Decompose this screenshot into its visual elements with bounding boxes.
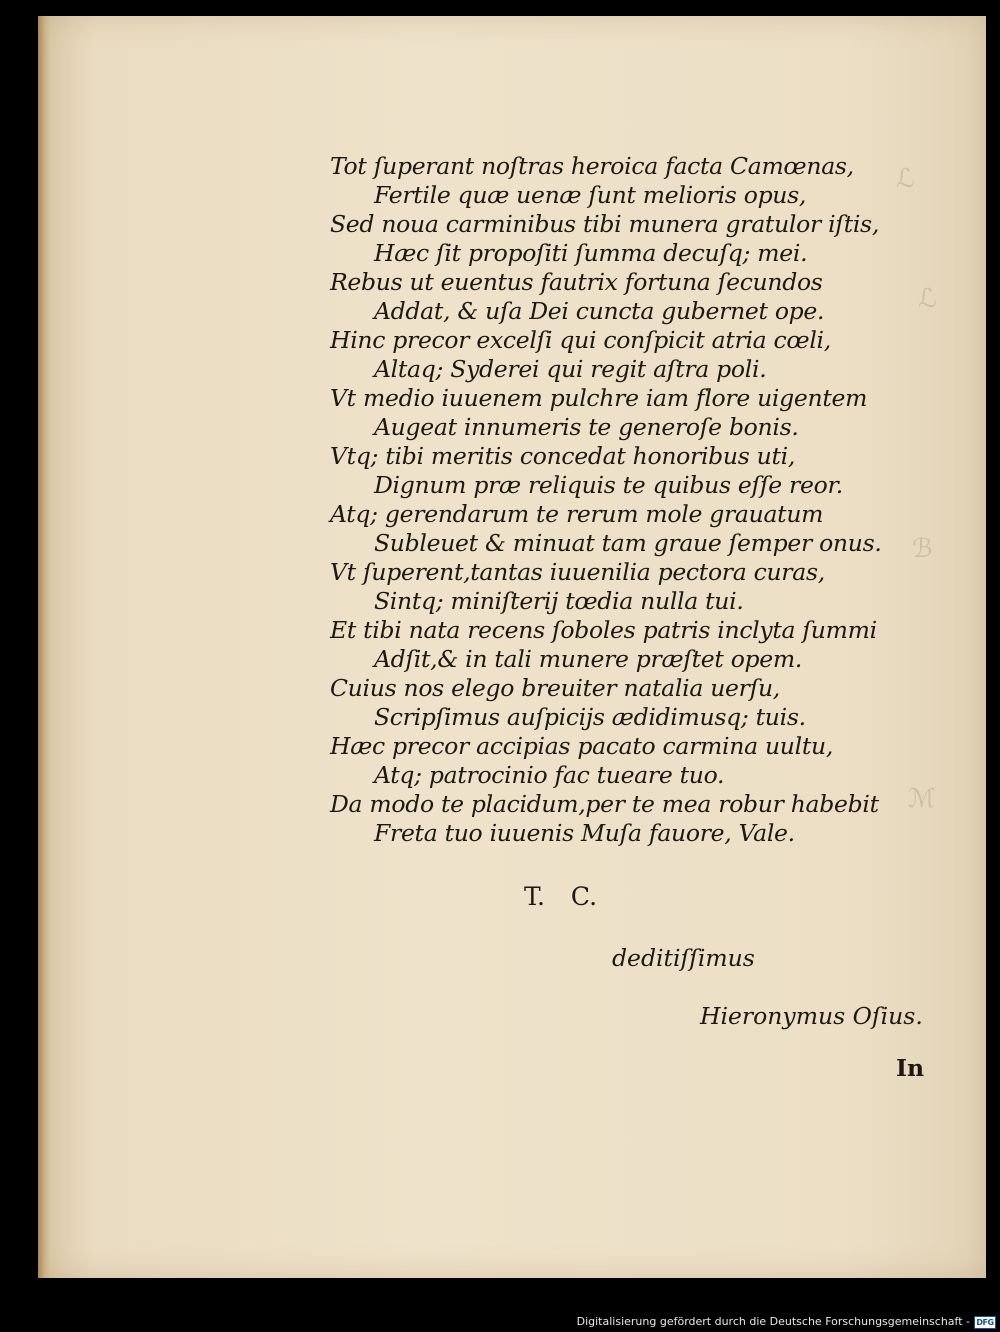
verse-line: Hæc precor accipias pacato carmina uultu, [330, 732, 834, 760]
verse-line: Sintq; miniſterij tœdia nulla tui. [374, 587, 744, 615]
verse-line: Fertile quæ uenæ ſunt melioris opus, [374, 181, 807, 209]
show-through-mark: ℳ [908, 784, 936, 814]
digitization-credit: Digitalisierung gefördert durch die Deutsche Forschungsgemeinschaft - [576, 1315, 970, 1328]
verse-line: Vtq; tibi meritis concedat honoribus uti, [330, 442, 796, 470]
verse-line: Vt medio iuuenem pulchre iam flore uigentem [330, 384, 868, 412]
author-signature: Hieronymus Oſius. [700, 1002, 923, 1030]
verse-line: Addat, & uſa Dei cuncta gubernet ope. [374, 297, 825, 325]
show-through-mark: ℒ [918, 284, 937, 314]
show-through-mark: ℬ [912, 534, 933, 564]
closing-formula: deditiſſimus [612, 944, 755, 972]
verse-line: Subleuet & minuat tam graue ſemper onus. [374, 529, 882, 557]
verse-line: Augeat innumeris te generoſe bonis. [374, 413, 799, 441]
show-through-mark: ℒ [896, 164, 915, 194]
book-page [38, 16, 986, 1278]
catchword: In [896, 1054, 925, 1082]
verse-line: Rebus ut euentus fautrix fortuna ſecundos [330, 268, 823, 296]
page-gutter [38, 16, 50, 1278]
verse-line: Atq; gerendarum te rerum mole grauatum [330, 500, 824, 528]
verse-line: Scripſimus auſpicijs ædidimusq; tuis. [374, 703, 806, 731]
verse-line: Dignum præ reliquis te quibus eſſe reor. [374, 471, 843, 499]
verse-line: Freta tuo iuuenis Muſa fauore, Vale. [374, 819, 795, 847]
poem-block [330, 152, 950, 848]
verse-line: Da modo te placidum,per te mea robur habebit [330, 790, 879, 818]
verse-line: Adſit,& in tali munere præſtet opem. [374, 645, 803, 673]
verse-line: Vt ſuperent,tantas iuuenilia pectora curas, [330, 558, 825, 586]
verse-line: Hinc precor excelſi qui conſpicit atria cœli, [330, 326, 831, 354]
verse-line: Cuius nos elego breuiter natalia uerſu, [330, 674, 780, 702]
verse-line: Et tibi nata recens ſoboles patris inclyta ſummi [330, 616, 877, 644]
verse-line: Hæc ſit propoſiti ſumma decuſq; mei. [374, 239, 808, 267]
verse-line: Atq; patrocinio fac tueare tuo. [374, 761, 725, 789]
verse-line: Tot ſuperant noſtras heroica facta Camœnas, [330, 152, 854, 180]
author-initials: T. C. [524, 882, 598, 911]
dfg-logo-icon[interactable]: DFG [974, 1316, 996, 1329]
verse-line: Sed noua carminibus tibi munera gratulor iſtis, [330, 210, 879, 238]
verse-line: Altaq; Syderei qui regit aſtra poli. [374, 355, 767, 383]
